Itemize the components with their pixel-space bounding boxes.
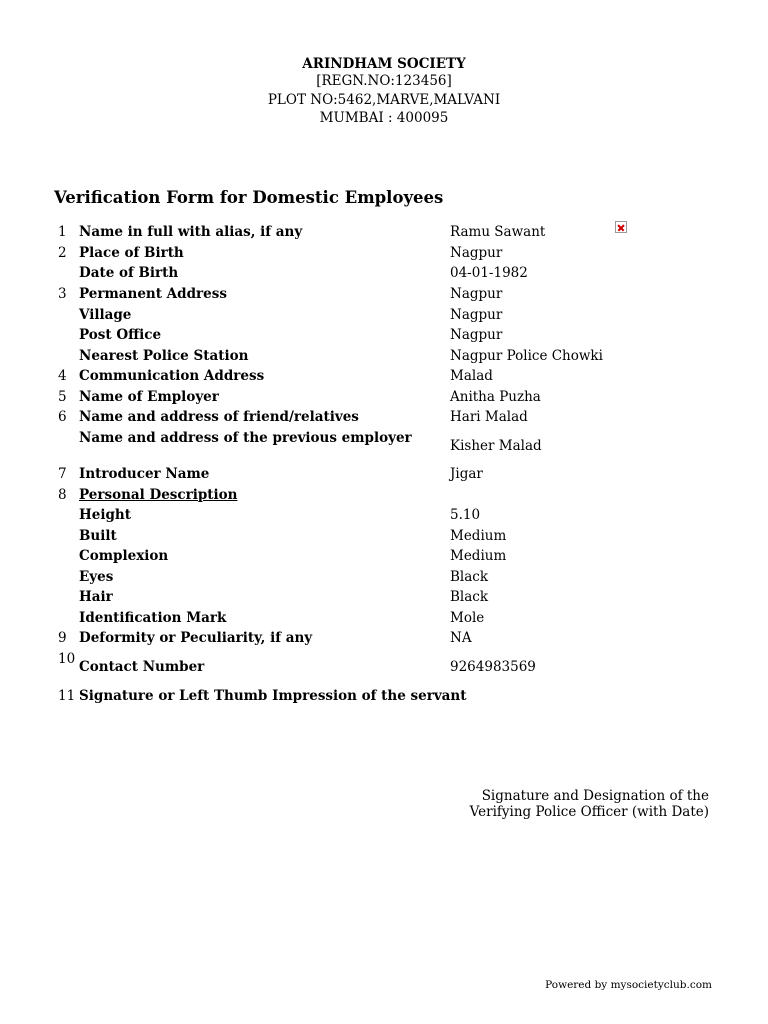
field-label-height: Height xyxy=(79,507,131,523)
field-label-nearest-police-station: Nearest Police Station xyxy=(79,348,249,364)
field-label-name: Name in full with alias, if any xyxy=(79,224,303,240)
field-label-introducer: Introducer Name xyxy=(79,466,210,482)
field-value-nearest-police-station: Nagpur Police Chowki xyxy=(450,348,603,364)
society-city: MUMBAI : 400095 xyxy=(319,110,449,126)
section-personal-description: Personal Description xyxy=(79,487,238,503)
field-label-friend-relatives: Name and address of friend/relatives xyxy=(79,409,359,425)
field-value-place-of-birth: Nagpur xyxy=(450,245,503,261)
row-number: 2 xyxy=(58,245,67,261)
officer-signature-line2: Verifying Police Officer (with Date) xyxy=(469,804,709,820)
field-label-contact-number: Contact Number xyxy=(79,659,205,675)
row-number: 3 xyxy=(58,286,67,302)
society-name: ARINDHAM SOCIETY xyxy=(302,56,466,72)
row-number: 7 xyxy=(58,466,67,482)
form-title: Verification Form for Domestic Employees xyxy=(54,188,444,207)
field-label-communication-address: Communication Address xyxy=(79,368,265,384)
field-label-servant-signature: Signature or Left Thumb Impression of the servant xyxy=(79,688,467,704)
field-value-date-of-birth: 04-01-1982 xyxy=(450,265,528,281)
field-value-village: Nagpur xyxy=(450,307,503,323)
field-label-village: Village xyxy=(79,307,132,323)
registration-number: [REGN.NO:123456] xyxy=(316,73,452,89)
powered-by-footer: Powered by mysocietyclub.com xyxy=(545,979,712,991)
broken-image-icon xyxy=(615,221,627,233)
field-value-complexion: Medium xyxy=(450,548,507,564)
officer-signature-line1: Signature and Designation of the xyxy=(481,788,709,804)
field-value-name: Ramu Sawant xyxy=(450,224,546,240)
field-label-complexion: Complexion xyxy=(79,548,169,564)
row-number: 1 xyxy=(58,224,67,240)
field-label-post-office: Post Office xyxy=(79,327,162,343)
row-number: 9 xyxy=(58,630,67,646)
field-value-height: 5.10 xyxy=(450,507,481,523)
society-address: PLOT NO:5462,MARVE,MALVANI xyxy=(267,92,501,108)
field-label-date-of-birth: Date of Birth xyxy=(79,265,179,281)
field-label-previous-employer: Name and address of the previous employer xyxy=(79,430,412,446)
field-value-permanent-address: Nagpur xyxy=(450,286,503,302)
field-value-deformity: NA xyxy=(450,630,472,646)
field-value-friend-relatives: Hari Malad xyxy=(450,409,528,425)
field-value-hair: Black xyxy=(450,589,489,605)
field-label-place-of-birth: Place of Birth xyxy=(79,245,184,261)
row-number: 4 xyxy=(58,368,67,384)
field-label-employer: Name of Employer xyxy=(79,389,219,405)
field-value-eyes: Black xyxy=(450,569,489,585)
field-value-identification-mark: Mole xyxy=(450,610,485,626)
field-label-built: Built xyxy=(79,528,117,544)
field-value-introducer: Jigar xyxy=(450,466,483,482)
row-number: 11 xyxy=(58,688,76,704)
field-value-communication-address: Malad xyxy=(450,368,493,384)
row-number: 6 xyxy=(58,409,67,425)
field-label-hair: Hair xyxy=(79,589,113,605)
field-label-identification-mark: Identification Mark xyxy=(79,610,227,626)
field-value-post-office: Nagpur xyxy=(450,327,503,343)
row-number: 10 xyxy=(58,651,76,667)
field-label-deformity: Deformity or Peculiarity, if any xyxy=(79,630,313,646)
row-number: 8 xyxy=(58,487,67,503)
row-number: 5 xyxy=(58,389,67,405)
field-label-permanent-address: Permanent Address xyxy=(79,286,227,302)
field-value-contact-number: 9264983569 xyxy=(450,659,536,675)
field-value-built: Medium xyxy=(450,528,507,544)
field-value-previous-employer: Kisher Malad xyxy=(450,438,542,454)
field-value-employer: Anitha Puzha xyxy=(450,389,541,405)
field-label-eyes: Eyes xyxy=(79,569,114,585)
